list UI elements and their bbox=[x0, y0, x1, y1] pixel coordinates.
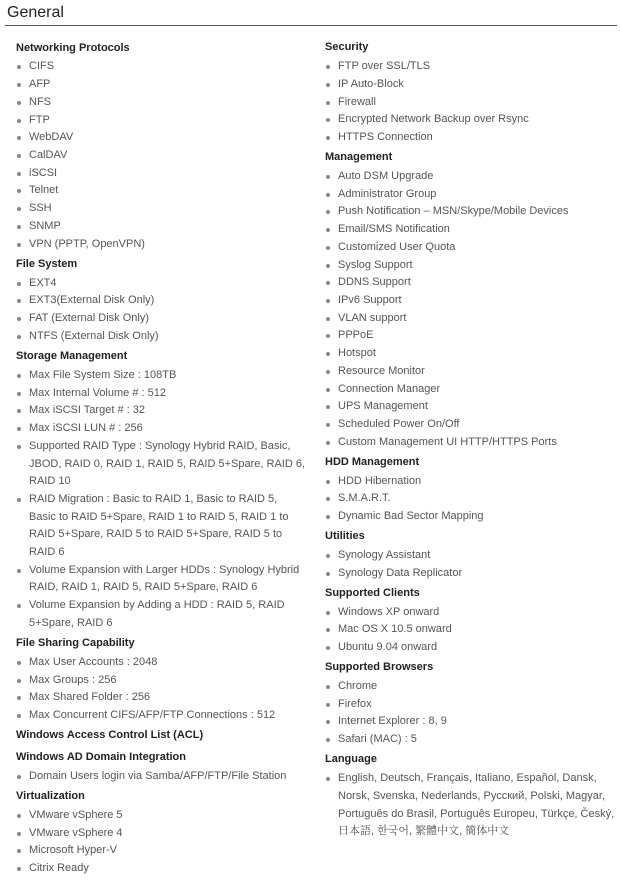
list-item bbox=[16, 236, 306, 254]
feature-list bbox=[325, 168, 615, 451]
bullet-icon bbox=[17, 172, 21, 176]
bullet-icon bbox=[17, 849, 21, 853]
list-item bbox=[325, 239, 615, 257]
bullet-icon bbox=[326, 738, 330, 742]
section-management bbox=[325, 147, 615, 452]
list-item-text: Microsoft Hyper-V bbox=[29, 844, 118, 857]
section-title: Management bbox=[325, 151, 393, 164]
list-item-text: DDNS Support bbox=[338, 276, 411, 289]
bullet-icon bbox=[326, 628, 330, 632]
bullet-icon bbox=[17, 604, 21, 608]
bullet-icon bbox=[17, 101, 21, 105]
list-item bbox=[325, 76, 615, 94]
list-item-text: Firefox bbox=[338, 697, 372, 710]
list-item bbox=[325, 186, 615, 204]
section-title: Security bbox=[325, 41, 369, 54]
list-item-text: Max Concurrent CIFS/AFP/FTP Connections : 512 bbox=[29, 709, 276, 722]
list-item bbox=[16, 292, 306, 310]
bullet-icon bbox=[326, 720, 330, 724]
bullet-icon bbox=[326, 388, 330, 392]
list-item-text: Dynamic Bad Sector Mapping bbox=[338, 510, 484, 523]
list-item bbox=[16, 310, 306, 328]
section-title: Storage Management bbox=[16, 350, 128, 363]
bullet-icon bbox=[326, 497, 330, 501]
feature-list bbox=[16, 807, 306, 878]
section-title: Supported Clients bbox=[325, 586, 420, 599]
list-item bbox=[325, 203, 615, 221]
list-item-text: AFP bbox=[29, 78, 51, 91]
list-item bbox=[16, 597, 306, 632]
list-item bbox=[325, 129, 615, 147]
list-item-text: Volume Expansion by Adding a HDD : RAID 5, RAID 5+Spare, RAID 6 bbox=[29, 599, 285, 629]
list-item-text: Encrypted Network Backup over Rsync bbox=[338, 113, 529, 126]
list-item bbox=[16, 275, 306, 293]
bullet-icon bbox=[326, 299, 330, 303]
bullet-icon bbox=[17, 867, 21, 871]
bullet-icon bbox=[326, 193, 330, 197]
bullet-icon bbox=[326, 480, 330, 484]
bullet-icon bbox=[17, 392, 21, 396]
list-item-text: FTP bbox=[29, 113, 50, 126]
list-item-text: Push Notification – MSN/Skype/Mobile Devices bbox=[338, 205, 569, 218]
list-item-text: Email/SMS Notification bbox=[338, 223, 450, 236]
bullet-icon bbox=[17, 775, 21, 779]
list-item bbox=[16, 58, 306, 76]
list-item-text: Supported RAID Type : Synology Hybrid RAID, Basic, JBOD, RAID 0, RAID 1, RAID 5, RAID 5+Spare, RAID 6, RAID 10 bbox=[29, 439, 306, 488]
list-item bbox=[16, 182, 306, 200]
list-item-text: Chrome bbox=[338, 680, 378, 693]
bullet-icon bbox=[17, 832, 21, 836]
bullet-icon bbox=[17, 119, 21, 123]
section-security bbox=[325, 37, 615, 147]
bullet-icon bbox=[17, 136, 21, 140]
list-item bbox=[16, 165, 306, 183]
list-item-text: CalDAV bbox=[29, 149, 68, 161]
list-item-text: FAT (External Disk Only) bbox=[29, 312, 150, 325]
list-item-text: VMware vSphere 5 bbox=[29, 809, 123, 821]
feature-list bbox=[325, 473, 615, 526]
list-item bbox=[325, 111, 615, 129]
right-column bbox=[325, 37, 615, 841]
list-item-text: Domain Users login via Samba/AFP/FTP/File Station bbox=[29, 769, 287, 782]
bullet-icon bbox=[17, 154, 21, 158]
bullet-icon bbox=[326, 554, 330, 558]
list-item-text: Max iSCSI Target # : 32 bbox=[29, 404, 145, 417]
section-language bbox=[325, 749, 615, 841]
bullet-icon bbox=[326, 228, 330, 232]
bullet-icon bbox=[326, 703, 330, 707]
list-item-text: UPS Management bbox=[338, 400, 428, 413]
list-item bbox=[325, 770, 615, 841]
list-item bbox=[16, 218, 306, 236]
bullet-icon bbox=[17, 498, 21, 502]
bullet-icon bbox=[17, 679, 21, 683]
list-item bbox=[325, 257, 615, 275]
feature-list bbox=[325, 58, 615, 147]
list-item-text: Customized User Quota bbox=[338, 240, 456, 253]
list-item-text: Max Shared Folder : 256 bbox=[29, 691, 151, 704]
list-item-text: S.M.A.R.T. bbox=[338, 492, 391, 505]
list-item-text: Administrator Group bbox=[338, 187, 437, 200]
bullet-icon bbox=[17, 317, 21, 321]
list-item bbox=[16, 672, 306, 690]
bullet-icon bbox=[17, 714, 21, 718]
list-item-text: HDD Hibernation bbox=[338, 474, 422, 487]
list-item-text: WebDAV bbox=[29, 131, 74, 144]
section-title: Windows Access Control List (ACL) bbox=[16, 729, 204, 742]
list-item bbox=[16, 112, 306, 130]
list-item bbox=[16, 200, 306, 218]
list-item-text: Max User Accounts : 2048 bbox=[29, 656, 158, 669]
list-item-text: Volume Expansion with Larger HDDs : Synology Hybrid RAID, RAID 1, RAID 5, RAID 5+Spare, RAID 6 bbox=[29, 563, 300, 594]
list-item bbox=[325, 490, 615, 508]
list-item bbox=[325, 434, 615, 452]
list-item-text: Safari (MAC) : 5 bbox=[338, 733, 417, 746]
list-item bbox=[16, 420, 306, 438]
list-item-text: Windows XP onward bbox=[338, 605, 440, 618]
bullet-icon bbox=[326, 118, 330, 122]
list-item bbox=[325, 508, 615, 526]
bullet-icon bbox=[326, 281, 330, 285]
list-item-text: EXT3(External Disk Only) bbox=[29, 294, 155, 307]
list-item bbox=[325, 363, 615, 381]
bullet-icon bbox=[326, 246, 330, 250]
list-item-text: NFS bbox=[29, 95, 51, 108]
section-title: Windows AD Domain Integration bbox=[16, 750, 186, 763]
list-item-text: CIFS bbox=[29, 60, 55, 73]
bullet-icon bbox=[326, 352, 330, 356]
list-item bbox=[16, 94, 306, 112]
list-item-text: VLAN support bbox=[338, 311, 407, 324]
bullet-icon bbox=[326, 334, 330, 338]
list-item-text: Custom Management UI HTTP/HTTPS Ports bbox=[338, 435, 557, 448]
section-title: HDD Management bbox=[325, 455, 420, 468]
bullet-icon bbox=[17, 282, 21, 286]
list-item bbox=[325, 398, 615, 416]
list-item-text: Max Internal Volume # : 512 bbox=[29, 386, 166, 399]
list-item-text: iSCSI bbox=[29, 166, 58, 179]
list-item bbox=[16, 860, 306, 878]
list-item bbox=[16, 328, 306, 346]
section-title: Networking Protocols bbox=[16, 41, 130, 54]
bullet-icon bbox=[17, 661, 21, 665]
bullet-icon bbox=[326, 175, 330, 179]
heading-divider bbox=[5, 25, 617, 26]
list-item bbox=[16, 491, 306, 562]
bullet-icon bbox=[17, 427, 21, 431]
bullet-icon bbox=[326, 685, 330, 689]
list-item-text: Mac OS X 10.5 onward bbox=[338, 623, 452, 636]
bullet-icon bbox=[17, 299, 21, 303]
section-title: Utilities bbox=[325, 530, 365, 543]
list-item bbox=[16, 385, 306, 403]
list-item bbox=[325, 473, 615, 491]
list-item-text: SSH bbox=[29, 202, 52, 215]
list-item-text: VMware vSphere 4 bbox=[29, 826, 123, 839]
bullet-icon bbox=[326, 646, 330, 650]
list-item bbox=[325, 310, 615, 328]
feature-list bbox=[16, 367, 306, 633]
list-item-text: Syslog Support bbox=[338, 258, 413, 271]
section-storage-management bbox=[16, 346, 306, 633]
bullet-icon bbox=[326, 65, 330, 69]
feature-list bbox=[16, 275, 306, 346]
section-title: Language bbox=[325, 753, 377, 766]
bullet-icon bbox=[326, 210, 330, 214]
bullet-icon bbox=[17, 335, 21, 339]
list-item bbox=[325, 696, 615, 714]
bullet-icon bbox=[326, 317, 330, 321]
section-title: Supported Browsers bbox=[325, 661, 434, 674]
bullet-icon bbox=[326, 777, 330, 781]
list-item-text: Telnet bbox=[29, 184, 59, 197]
section-supported-browsers bbox=[325, 657, 615, 749]
list-item-text: English, Deutsch, Français, Italiano, Español, Dansk, Norsk, Svenska, Nederlands, Русский, Polski, Magyar, Português do Brasil, Português Europeu, Türkçe, Český, 日本語, 한국어, 繁體中文, 簡体中文 bbox=[338, 772, 615, 838]
list-item-text: SNMP bbox=[29, 219, 61, 232]
list-item-text: Auto DSM Upgrade bbox=[338, 170, 434, 183]
bullet-icon bbox=[17, 445, 21, 449]
bullet-icon bbox=[17, 409, 21, 413]
list-item bbox=[325, 713, 615, 731]
list-item bbox=[16, 707, 306, 725]
bullet-icon bbox=[326, 370, 330, 374]
bullet-icon bbox=[326, 101, 330, 105]
bullet-icon bbox=[326, 611, 330, 615]
list-item bbox=[16, 147, 306, 165]
section-title: File System bbox=[16, 257, 78, 270]
section-supported-clients bbox=[325, 582, 615, 656]
bullet-icon bbox=[17, 189, 21, 193]
list-item-text: Ubuntu 9.04 onward bbox=[338, 641, 438, 654]
list-item bbox=[325, 621, 615, 639]
list-item bbox=[16, 807, 306, 825]
feature-list bbox=[16, 768, 306, 786]
list-item bbox=[16, 402, 306, 420]
list-item bbox=[16, 689, 306, 707]
list-item bbox=[325, 604, 615, 622]
bullet-icon bbox=[17, 65, 21, 69]
list-item-text: Synology Data Replicator bbox=[338, 566, 463, 579]
list-item bbox=[325, 345, 615, 363]
list-item bbox=[16, 367, 306, 385]
list-item-text: Max File System Size : 108TB bbox=[29, 369, 177, 381]
bullet-icon bbox=[326, 515, 330, 519]
bullet-icon bbox=[326, 83, 330, 87]
bullet-icon bbox=[326, 136, 330, 140]
feature-list bbox=[325, 604, 615, 657]
list-item-text: Max iSCSI LUN # : 256 bbox=[29, 422, 143, 435]
bullet-icon bbox=[326, 572, 330, 576]
page-title: General bbox=[7, 4, 64, 21]
section-title: Virtualization bbox=[16, 790, 85, 803]
bullet-icon bbox=[326, 441, 330, 445]
list-item bbox=[325, 731, 615, 749]
list-item bbox=[16, 129, 306, 147]
list-item-text: Resource Monitor bbox=[338, 364, 425, 377]
list-item bbox=[325, 327, 615, 345]
bullet-icon bbox=[326, 423, 330, 427]
section-title: File Sharing Capability bbox=[16, 637, 135, 650]
section-virtualization bbox=[16, 786, 306, 878]
list-item bbox=[16, 76, 306, 94]
list-item-text: NTFS (External Disk Only) bbox=[29, 329, 159, 342]
list-item bbox=[325, 416, 615, 434]
list-item bbox=[325, 292, 615, 310]
feature-list bbox=[325, 678, 615, 749]
list-item-text: FTP over SSL/TLS bbox=[338, 60, 431, 73]
bullet-icon bbox=[17, 374, 21, 378]
list-item bbox=[16, 768, 306, 786]
list-item-text: RAID Migration : Basic to RAID 1, Basic to RAID 5, Basic to RAID 5+Spare, RAID 1 to RAID 5, RAID 1 to RAID 5+Spare, RAID 5 to RAID 5+Spare, RAID 5 to RAID 6 bbox=[29, 492, 289, 559]
left-column bbox=[16, 37, 306, 878]
bullet-icon bbox=[326, 264, 330, 268]
list-item bbox=[325, 94, 615, 112]
feature-list bbox=[16, 58, 306, 253]
bullet-icon bbox=[17, 243, 21, 247]
feature-list bbox=[325, 547, 615, 582]
list-item bbox=[325, 58, 615, 76]
list-item-text: Firewall bbox=[338, 95, 376, 108]
list-item bbox=[16, 562, 306, 597]
list-item-text: PPPoE bbox=[338, 329, 374, 342]
list-item bbox=[325, 274, 615, 292]
bullet-icon bbox=[17, 225, 21, 229]
feature-list bbox=[16, 654, 306, 725]
section-windows-ad-domain-integration bbox=[16, 746, 306, 785]
list-item-text: Citrix Ready bbox=[29, 862, 89, 875]
bullet-icon bbox=[17, 83, 21, 87]
list-item bbox=[16, 825, 306, 843]
list-item bbox=[325, 565, 615, 583]
section-windows-access-control-list-acl bbox=[16, 725, 306, 746]
section-hdd-management bbox=[325, 451, 615, 525]
list-item bbox=[16, 438, 306, 491]
section-file-sharing-capability bbox=[16, 633, 306, 725]
feature-list bbox=[325, 770, 615, 841]
list-item bbox=[16, 842, 306, 860]
list-item-text: Internet Explorer : 8, 9 bbox=[338, 715, 447, 728]
bullet-icon bbox=[17, 814, 21, 818]
list-item-text: Hotspot bbox=[338, 347, 376, 360]
list-item-text: Synology Assistant bbox=[338, 549, 431, 561]
list-item-text: IP Auto-Block bbox=[338, 77, 404, 90]
section-file-system bbox=[16, 253, 306, 345]
section-utilities bbox=[325, 526, 615, 583]
list-item-text: VPN (PPTP, OpenVPN) bbox=[29, 237, 145, 250]
list-item-text: Max Groups : 256 bbox=[29, 673, 117, 686]
bullet-icon bbox=[17, 569, 21, 573]
list-item-text: Scheduled Power On/Off bbox=[338, 417, 460, 430]
list-item bbox=[325, 381, 615, 399]
list-item bbox=[325, 221, 615, 239]
list-item-text: IPv6 Support bbox=[338, 294, 402, 306]
list-item bbox=[325, 168, 615, 186]
list-item bbox=[325, 639, 615, 657]
list-item-text: Connection Manager bbox=[338, 382, 441, 395]
list-item bbox=[325, 678, 615, 696]
list-item-text: EXT4 bbox=[29, 276, 57, 289]
bullet-icon bbox=[17, 696, 21, 700]
section-networking-protocols bbox=[16, 37, 306, 253]
bullet-icon bbox=[17, 207, 21, 211]
bullet-icon bbox=[326, 405, 330, 409]
list-item bbox=[325, 547, 615, 565]
list-item-text: HTTPS Connection bbox=[338, 131, 433, 144]
list-item bbox=[16, 654, 306, 672]
